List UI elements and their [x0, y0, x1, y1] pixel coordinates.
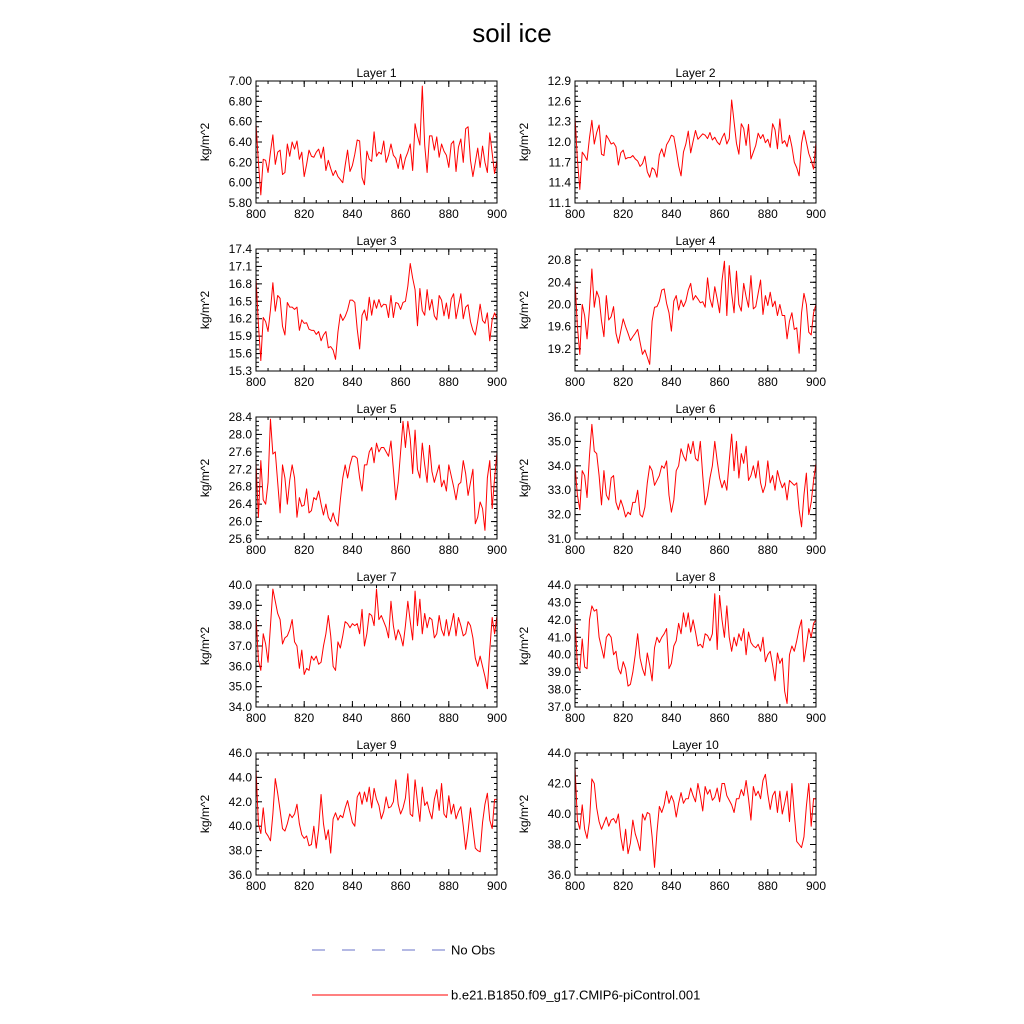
y-axis-label: kg/m^2 [517, 122, 531, 162]
y-tick-label: 35.0 [228, 679, 252, 694]
x-tick-label: 800 [564, 375, 586, 389]
panel-title: Layer 9 [356, 738, 397, 752]
series-line [256, 419, 497, 530]
y-tick-label: 36.0 [547, 868, 571, 882]
plot-frame [575, 81, 816, 203]
y-tick-label: 16.5 [228, 294, 252, 309]
x-tick-label: 860 [709, 879, 730, 893]
y-tick-label: 20.0 [547, 297, 571, 312]
y-tick-label: 40.0 [547, 647, 571, 662]
y-tick-label: 37.0 [547, 700, 571, 714]
plot-frame [575, 249, 816, 371]
panel-4 [517, 234, 826, 389]
y-tick-label: 26.8 [228, 479, 252, 494]
series-line [575, 261, 816, 364]
x-tick-label: 860 [390, 543, 411, 557]
plot-frame [256, 249, 497, 371]
x-tick-label: 840 [661, 879, 682, 893]
x-tick-label: 820 [613, 207, 634, 221]
y-tick-label: 40.0 [228, 578, 252, 592]
x-tick-label: 800 [564, 879, 586, 893]
x-tick-label: 900 [805, 879, 827, 893]
series-line [575, 594, 816, 704]
x-tick-label: 840 [661, 207, 682, 221]
y-tick-label: 36.0 [547, 410, 571, 424]
y-tick-label: 28.4 [228, 410, 252, 424]
y-tick-label: 25.6 [228, 532, 252, 546]
x-tick-label: 880 [438, 543, 459, 557]
y-tick-label: 35.0 [547, 434, 571, 449]
y-tick-label: 43.0 [547, 595, 571, 610]
x-tick-label: 820 [613, 879, 634, 893]
x-tick-label: 820 [613, 375, 634, 389]
plot-frame [575, 585, 816, 707]
y-tick-label: 7.00 [228, 74, 252, 88]
y-tick-label: 40.0 [228, 819, 252, 834]
panel-6 [517, 402, 826, 557]
x-tick-label: 820 [613, 711, 634, 725]
y-tick-label: 38.0 [228, 618, 252, 633]
x-tick-label: 840 [342, 207, 363, 221]
panel-2 [517, 66, 826, 221]
y-tick-label: 6.60 [228, 114, 252, 129]
y-tick-label: 12.9 [547, 74, 571, 88]
y-tick-label: 20.8 [547, 253, 571, 268]
x-tick-label: 820 [294, 879, 315, 893]
y-tick-label: 44.0 [547, 746, 571, 760]
x-tick-label: 820 [294, 711, 315, 725]
y-axis-label: kg/m^2 [517, 290, 531, 330]
y-tick-label: 27.2 [228, 462, 252, 477]
x-tick-label: 880 [757, 711, 778, 725]
x-tick-label: 860 [390, 879, 411, 893]
y-tick-label: 31.0 [547, 532, 571, 546]
series-line [256, 769, 497, 853]
panel-7 [198, 570, 507, 725]
x-tick-label: 800 [564, 543, 586, 557]
x-tick-label: 860 [709, 375, 730, 389]
x-tick-label: 820 [613, 543, 634, 557]
y-tick-label: 19.2 [547, 341, 571, 356]
y-tick-label: 26.0 [228, 514, 252, 529]
series-line [575, 767, 816, 868]
plot-frame [575, 753, 816, 875]
y-tick-label: 46.0 [228, 746, 252, 760]
series-line [256, 589, 497, 689]
x-tick-label: 880 [438, 879, 459, 893]
x-tick-label: 800 [245, 711, 267, 725]
x-tick-label: 880 [757, 375, 778, 389]
y-tick-label: 28.0 [228, 427, 252, 442]
y-tick-label: 42.0 [228, 794, 252, 809]
y-tick-label: 42.0 [547, 612, 571, 627]
x-tick-label: 860 [709, 207, 730, 221]
y-tick-label: 6.20 [228, 155, 252, 170]
x-tick-label: 840 [661, 711, 682, 725]
y-axis-label: kg/m^2 [198, 626, 212, 666]
y-axis-label: kg/m^2 [198, 290, 212, 330]
y-tick-label: 41.0 [547, 630, 571, 645]
panel-title: Layer 6 [675, 402, 716, 416]
x-tick-label: 800 [245, 879, 267, 893]
x-tick-label: 860 [390, 375, 411, 389]
y-tick-label: 36.0 [228, 659, 252, 674]
x-tick-label: 840 [661, 375, 682, 389]
x-tick-label: 840 [661, 543, 682, 557]
panel-title: Layer 10 [672, 738, 719, 752]
panel-title: Layer 8 [675, 570, 716, 584]
x-tick-label: 800 [564, 207, 586, 221]
x-tick-label: 900 [805, 207, 827, 221]
y-tick-label: 33.0 [547, 483, 571, 498]
y-tick-label: 39.0 [547, 665, 571, 680]
y-tick-label: 20.4 [547, 275, 571, 290]
y-tick-label: 19.6 [547, 319, 571, 334]
y-tick-label: 26.4 [228, 497, 252, 512]
y-tick-label: 6.80 [228, 94, 252, 109]
x-tick-label: 900 [486, 879, 508, 893]
x-tick-label: 860 [390, 711, 411, 725]
y-axis-label: kg/m^2 [198, 794, 212, 834]
series-line [256, 264, 497, 361]
x-tick-label: 820 [294, 207, 315, 221]
y-tick-label: 16.2 [228, 311, 252, 326]
y-tick-label: 37.0 [228, 639, 252, 653]
x-tick-label: 880 [438, 207, 459, 221]
y-axis-label: kg/m^2 [198, 458, 212, 498]
y-tick-label: 12.0 [547, 135, 571, 149]
panels [198, 66, 826, 893]
x-tick-label: 800 [245, 375, 267, 389]
x-tick-label: 800 [245, 543, 267, 557]
y-tick-label: 32.0 [547, 507, 571, 522]
x-tick-label: 900 [805, 711, 827, 725]
y-axis-label: kg/m^2 [517, 794, 531, 834]
panel-1 [198, 66, 507, 221]
x-tick-label: 900 [805, 375, 827, 389]
y-tick-label: 44.0 [228, 770, 252, 785]
panel-title: Layer 5 [356, 402, 397, 416]
x-tick-label: 840 [342, 711, 363, 725]
y-tick-label: 38.0 [228, 843, 252, 858]
y-tick-label: 17.4 [228, 242, 252, 256]
plot-frame [256, 585, 497, 707]
y-tick-label: 15.9 [228, 329, 252, 344]
x-tick-label: 900 [486, 543, 508, 557]
series-line [256, 86, 497, 195]
x-tick-label: 880 [757, 879, 778, 893]
figure-title: soil ice [472, 18, 552, 48]
y-tick-label: 42.0 [547, 776, 571, 791]
panel-title: Layer 1 [356, 66, 397, 80]
x-tick-label: 840 [342, 543, 363, 557]
panel-9 [198, 738, 507, 893]
y-tick-label: 36.0 [228, 868, 252, 882]
y-tick-label: 12.6 [547, 94, 571, 109]
x-tick-label: 880 [438, 711, 459, 725]
y-tick-label: 17.1 [228, 259, 252, 274]
plot-frame [256, 753, 497, 875]
x-tick-label: 860 [709, 711, 730, 725]
x-tick-label: 840 [342, 375, 363, 389]
x-tick-label: 800 [564, 711, 586, 725]
legend-label-model: b.e21.B1850.f09_g17.CMIP6-piControl.001 [451, 987, 701, 1003]
y-tick-label: 34.0 [228, 700, 252, 714]
x-tick-label: 900 [486, 375, 508, 389]
y-tick-label: 12.3 [547, 114, 571, 129]
panel-title: Layer 3 [356, 234, 397, 248]
panel-3 [198, 234, 507, 389]
x-tick-label: 880 [438, 375, 459, 389]
y-tick-label: 11.1 [548, 196, 571, 210]
x-tick-label: 820 [294, 543, 315, 557]
y-tick-label: 11.4 [548, 175, 571, 190]
y-tick-label: 44.0 [547, 578, 571, 592]
y-tick-label: 6.00 [228, 175, 252, 190]
y-tick-label: 34.0 [547, 458, 571, 473]
panel-title: Layer 7 [356, 570, 397, 584]
legend [312, 943, 700, 1003]
x-tick-label: 800 [245, 207, 267, 221]
x-tick-label: 900 [486, 711, 508, 725]
series-line [575, 424, 816, 526]
y-tick-label: 38.0 [547, 682, 571, 697]
panel-8 [517, 570, 826, 725]
y-tick-label: 16.8 [228, 276, 252, 291]
legend-label-no-obs: No Obs [451, 942, 496, 958]
y-tick-label: 27.6 [228, 444, 252, 459]
panel-title: Layer 2 [675, 66, 716, 80]
y-tick-label: 39.0 [228, 598, 252, 613]
y-tick-label: 15.3 [228, 364, 252, 378]
y-axis-label: kg/m^2 [517, 626, 531, 666]
y-axis-label: kg/m^2 [517, 458, 531, 498]
x-tick-label: 860 [390, 207, 411, 221]
x-tick-label: 840 [342, 879, 363, 893]
x-tick-label: 900 [805, 543, 827, 557]
panel-10 [517, 738, 826, 893]
x-tick-label: 880 [757, 207, 778, 221]
y-tick-label: 38.0 [547, 837, 571, 852]
y-tick-label: 5.80 [228, 196, 252, 210]
x-tick-label: 820 [294, 375, 315, 389]
series-line [575, 100, 816, 189]
panel-title: Layer 4 [675, 234, 716, 248]
y-tick-label: 6.40 [228, 135, 252, 149]
y-tick-label: 11.7 [548, 155, 571, 170]
y-tick-label: 15.6 [228, 346, 252, 361]
x-tick-label: 900 [486, 207, 508, 221]
panel-5 [198, 402, 507, 557]
y-tick-label: 40.0 [547, 807, 571, 821]
y-axis-label: kg/m^2 [198, 122, 212, 162]
x-tick-label: 860 [709, 543, 730, 557]
x-tick-label: 880 [757, 543, 778, 557]
